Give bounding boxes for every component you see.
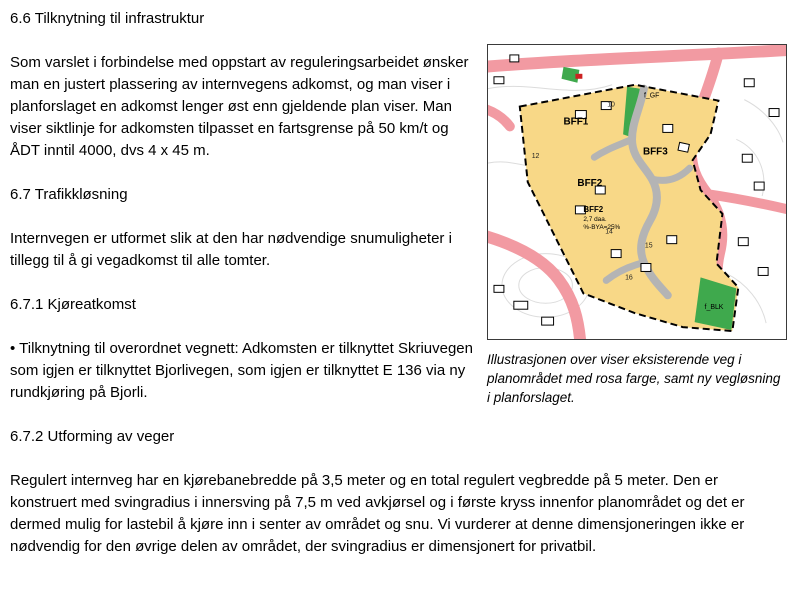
- label-lot-16: 16: [625, 274, 633, 282]
- label-bff2-upper: BFF2: [577, 178, 603, 190]
- section-heading-6-7: 6.7 Trafikkløsning: [10, 186, 128, 203]
- cabin-building: [542, 317, 554, 325]
- figure-caption: Illustrasjonen over viser eksisterende veg i planområdet med rosa farge, samt ny vegløsning i planforslaget.: [487, 352, 781, 405]
- cabin-building: [758, 267, 768, 275]
- label-bff2-area: 2,7 daa.: [583, 215, 607, 223]
- cabin-building: [769, 109, 779, 117]
- section-body-6-7-2: Regulert internveg har en kjørebanebredde på 3,5 meter og en total regulert vegbredde på 5 meter. Den er konstruert med svingradius i innersving på 7,5 m ved avkjørsel og i første kryss innenfor planområdet og det er dermed mulig for lastebil å kjøre inn i senter av området og snu. Vi vurderer at denne dimensjoneringen ikke er nødvendig for den øvrige delen av området, der svingradius er dimensjonert for privatbil.: [10, 472, 745, 555]
- cabin-building: [678, 142, 689, 152]
- label-f-gf: f_GF: [643, 92, 660, 100]
- label-f-blk: f_BLK: [704, 304, 724, 312]
- cabin-building: [667, 236, 677, 244]
- label-lot-10: 10: [607, 101, 615, 109]
- label-bff2-bya: %-BYA=25%: [583, 223, 621, 231]
- label-bff1: BFF1: [563, 116, 589, 128]
- cabin-building: [494, 77, 504, 84]
- cabin-building: [641, 264, 651, 272]
- section-heading-6-6: 6.6 Tilknytning til infrastruktur: [10, 10, 205, 27]
- cabin-building: [510, 55, 519, 62]
- cabin-building: [663, 124, 673, 132]
- cabin-building: [494, 285, 504, 292]
- red-marker: [575, 74, 582, 79]
- label-lot-12: 12: [531, 153, 540, 161]
- section-heading-6-7-1: 6.7.1 Kjøreatkomst: [10, 296, 136, 313]
- plan-map-figure: [487, 44, 789, 407]
- label-lot-15: 15: [644, 242, 653, 250]
- cabin-building: [738, 238, 748, 246]
- main-text-column: [10, 8, 480, 404]
- cabin-building: [514, 301, 528, 309]
- cabin-building: [754, 182, 764, 190]
- cabin-building: [742, 154, 752, 162]
- label-lot-14: 14: [605, 228, 613, 236]
- full-width-section: [10, 426, 788, 558]
- label-bff2-lower: BFF2: [583, 204, 604, 214]
- section-body-6-6: Som varslet i forbindelse med oppstart av reguleringsarbeidet ønsker man en justert plassering av internvegens adkomst, og man viser i planforslaget en adkomst lenger øst enn gjeldende plan viser. Man viser siktlinje for adkomsten tilpasset en fartsgrense på 50 km/t og ÅDT inntil 4000, dvs 4 x 45 m.: [10, 54, 469, 159]
- zoning-plan-map: [487, 44, 787, 340]
- section-body-6-7-1: • Tilknytning til overordnet vegnett: Adkomsten er tilknyttet Skriuvegen som igjen er tilknyttet Bjorlivegen, som igjen er tilknyttet E 136 via ny rundkjøring på Bjorli.: [10, 340, 473, 401]
- cabin-building: [611, 250, 621, 258]
- section-heading-6-7-2: 6.7.2 Utforming av veger: [10, 428, 175, 445]
- cabin-building: [744, 79, 754, 87]
- section-body-6-7: Internvegen er utformet slik at den har nødvendige snumuligheter i tillegg til å gi vegadkomst til alle tomter.: [10, 230, 452, 269]
- label-bff3: BFF3: [642, 146, 668, 158]
